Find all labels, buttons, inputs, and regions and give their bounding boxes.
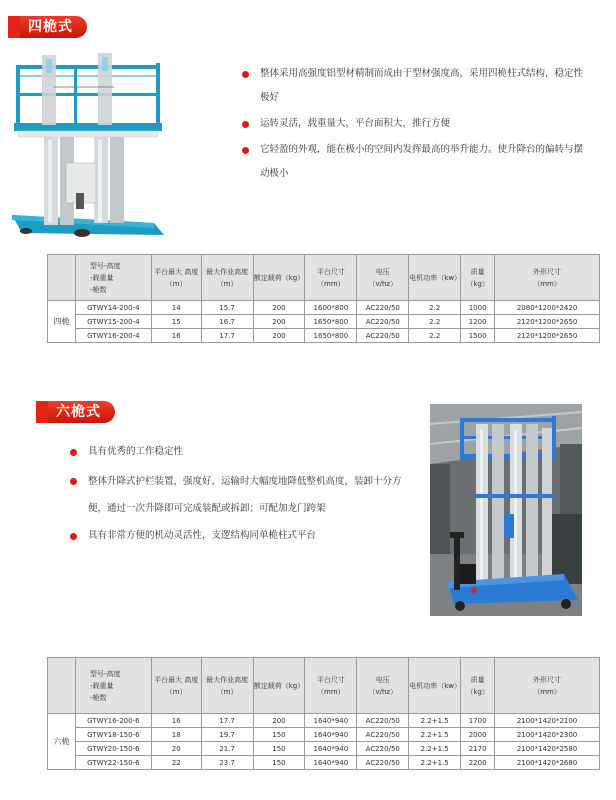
group-label: 四桅 bbox=[48, 301, 76, 343]
table-cell: 150 bbox=[253, 742, 305, 756]
table-cell: 2.2+1.5 bbox=[409, 728, 461, 742]
table-cell: 2.2+1.5 bbox=[409, 756, 461, 770]
table-cell: AC220/50 bbox=[357, 756, 409, 770]
four-mast-lift-image bbox=[4, 45, 174, 240]
column-header: 平台尺寸 （mm） bbox=[305, 255, 357, 301]
column-header: 型号-高度 -载重量 -桅数 bbox=[75, 658, 151, 714]
table-cell: 1640*940 bbox=[305, 756, 357, 770]
table-row bbox=[48, 315, 600, 329]
table-cell: 200 bbox=[253, 329, 305, 343]
six-mast-lift-image bbox=[430, 404, 582, 616]
column-header: 外形尺寸 （mm） bbox=[495, 255, 600, 301]
table-cell: AC220/50 bbox=[357, 315, 409, 329]
table-cell: 1200 bbox=[461, 315, 495, 329]
table-cell: 2100*1420*2300 bbox=[495, 728, 600, 742]
table-cell: 200 bbox=[253, 714, 305, 728]
column-header: 电压 （v/hz） bbox=[357, 658, 409, 714]
column-header: 质量 （kg） bbox=[461, 658, 495, 714]
table-cell: 1650*800 bbox=[305, 329, 357, 343]
column-header: 最大作业高度 （m） bbox=[201, 658, 253, 714]
table-cell: 2100*1420*2580 bbox=[495, 742, 600, 756]
bullet-dot bbox=[242, 121, 249, 128]
table-cell: GTWY20-150-6 bbox=[75, 742, 151, 756]
four-mast-spec-table bbox=[47, 254, 600, 343]
table-cell: GTWY16-200-4 bbox=[75, 329, 151, 343]
table-cell: 2.2 bbox=[409, 329, 461, 343]
group-label: 六桅 bbox=[48, 714, 76, 770]
column-header: 额定载荷（kg） bbox=[253, 658, 305, 714]
table-cell: 2000 bbox=[461, 728, 495, 742]
table-cell: AC220/50 bbox=[357, 714, 409, 728]
table-cell: 2080*1200*2420 bbox=[495, 301, 600, 315]
feature-item bbox=[70, 524, 410, 548]
table-row bbox=[48, 728, 600, 742]
column-header: 最大作业高度 （m） bbox=[201, 255, 253, 301]
column-header: 电压 （v/hz） bbox=[357, 255, 409, 301]
table-cell: 15.7 bbox=[201, 301, 253, 315]
bullet-dot bbox=[70, 449, 77, 456]
table-cell: 1700 bbox=[461, 714, 495, 728]
six-mast-spec-table bbox=[47, 657, 600, 770]
table-cell: 19.7 bbox=[201, 728, 253, 742]
section-title-six-mast: 六桅式 bbox=[48, 401, 115, 423]
table-cell: 15 bbox=[151, 315, 201, 329]
table-cell: 22 bbox=[151, 756, 201, 770]
table-cell: GTWY15-200-4 bbox=[75, 315, 151, 329]
table-cell: 1640*940 bbox=[305, 742, 357, 756]
column-header: 额定载荷（kg） bbox=[253, 255, 305, 301]
corner-cell bbox=[48, 255, 76, 301]
table-cell: 14 bbox=[151, 301, 201, 315]
table-cell: AC220/50 bbox=[357, 301, 409, 315]
bullet-dot bbox=[242, 147, 249, 154]
table-row bbox=[48, 329, 600, 343]
feature-text: 整体采用高强度铝型材精制而成由于型材强度高，采用四桅柱式结构，稳定性极好 bbox=[260, 68, 584, 103]
table-cell: 2.2+1.5 bbox=[409, 714, 461, 728]
table-cell: 2.2 bbox=[409, 301, 461, 315]
table-cell: 21.7 bbox=[201, 742, 253, 756]
table-cell: 17.7 bbox=[201, 714, 253, 728]
table-cell: 1650*800 bbox=[305, 315, 357, 329]
feature-text: 具有优秀的工作稳定性 bbox=[88, 446, 184, 457]
table-cell: GTWY22-150-6 bbox=[75, 756, 151, 770]
corner-cell bbox=[48, 658, 76, 714]
table-cell: 2120*1200*2650 bbox=[495, 315, 600, 329]
column-header: 外形尺寸 （mm） bbox=[495, 658, 600, 714]
feature-item bbox=[242, 138, 592, 186]
table-cell: 2100*1420*2100 bbox=[495, 714, 600, 728]
table-cell: 20 bbox=[151, 742, 201, 756]
table-cell: 1640*940 bbox=[305, 728, 357, 742]
table-row bbox=[48, 742, 600, 756]
feature-item bbox=[70, 468, 410, 522]
table-cell: AC220/50 bbox=[357, 728, 409, 742]
table-cell: 2100*1420*2680 bbox=[495, 756, 600, 770]
table-cell: 1500 bbox=[461, 329, 495, 343]
feature-item bbox=[242, 62, 592, 110]
column-header: 平台最大 高度 （m） bbox=[151, 255, 201, 301]
table-cell: 1000 bbox=[461, 301, 495, 315]
table-cell: 150 bbox=[253, 728, 305, 742]
table-row bbox=[48, 756, 600, 770]
table-cell: 1640*940 bbox=[305, 714, 357, 728]
column-header: 电机功率（kw） bbox=[409, 255, 461, 301]
table-cell: 17.7 bbox=[201, 329, 253, 343]
table-cell: 16.7 bbox=[201, 315, 253, 329]
table-cell: 1600*800 bbox=[305, 301, 357, 315]
feature-text: 具有非常方便的机动灵活性，支逻结构同单桅柱式平台 bbox=[88, 530, 317, 541]
table-cell: 16 bbox=[151, 714, 201, 728]
column-header: 电机功率（kw） bbox=[409, 658, 461, 714]
table-cell: 2.2+1.5 bbox=[409, 742, 461, 756]
table-cell: GTWY18-150-6 bbox=[75, 728, 151, 742]
table-cell: 150 bbox=[253, 756, 305, 770]
bullet-dot bbox=[242, 71, 249, 78]
table-cell: 200 bbox=[253, 315, 305, 329]
table-row bbox=[48, 714, 600, 728]
column-header: 质量 （kg） bbox=[461, 255, 495, 301]
table-cell: 2.2 bbox=[409, 315, 461, 329]
four-mast-features bbox=[242, 62, 592, 186]
bullet-dot bbox=[70, 478, 77, 485]
feature-item bbox=[70, 440, 410, 464]
table-cell: 16 bbox=[151, 329, 201, 343]
table-cell: GTWY16-200-6 bbox=[75, 714, 151, 728]
table-cell: 18 bbox=[151, 728, 201, 742]
table-cell: GTWY14-200-4 bbox=[75, 301, 151, 315]
table-cell: AC220/50 bbox=[357, 329, 409, 343]
feature-text: 运转灵活，载重量大，平台面积大，推行方便 bbox=[260, 118, 451, 129]
table-cell: AC220/50 bbox=[357, 742, 409, 756]
table-cell: 2200 bbox=[461, 756, 495, 770]
feature-text: 整体升降式护栏装置，强度好，运输时大幅度地降低整机高度，装卸十分方便，通过一次升降即可完成装配或拆卸；可配加龙门跨架 bbox=[88, 476, 402, 514]
table-cell: 23.7 bbox=[201, 756, 253, 770]
table-cell: 2170 bbox=[461, 742, 495, 756]
table-cell: 200 bbox=[253, 301, 305, 315]
column-header: 型号-高度 -载重量 -桅数 bbox=[75, 255, 151, 301]
six-mast-features bbox=[70, 440, 410, 548]
table-row bbox=[48, 301, 600, 315]
bullet-dot bbox=[70, 533, 77, 540]
feature-text: 它轻盈的外观，能在极小的空间内发挥最高的举升能力。使升降台的偏转与摆动极小 bbox=[260, 144, 584, 179]
column-header: 平台尺寸 （mm） bbox=[305, 658, 357, 714]
section-title-four-mast: 四桅式 bbox=[20, 16, 87, 38]
feature-item bbox=[242, 112, 592, 136]
column-header: 平台最大 高度 （m） bbox=[151, 658, 201, 714]
table-cell: 2120*1200*2650 bbox=[495, 329, 600, 343]
